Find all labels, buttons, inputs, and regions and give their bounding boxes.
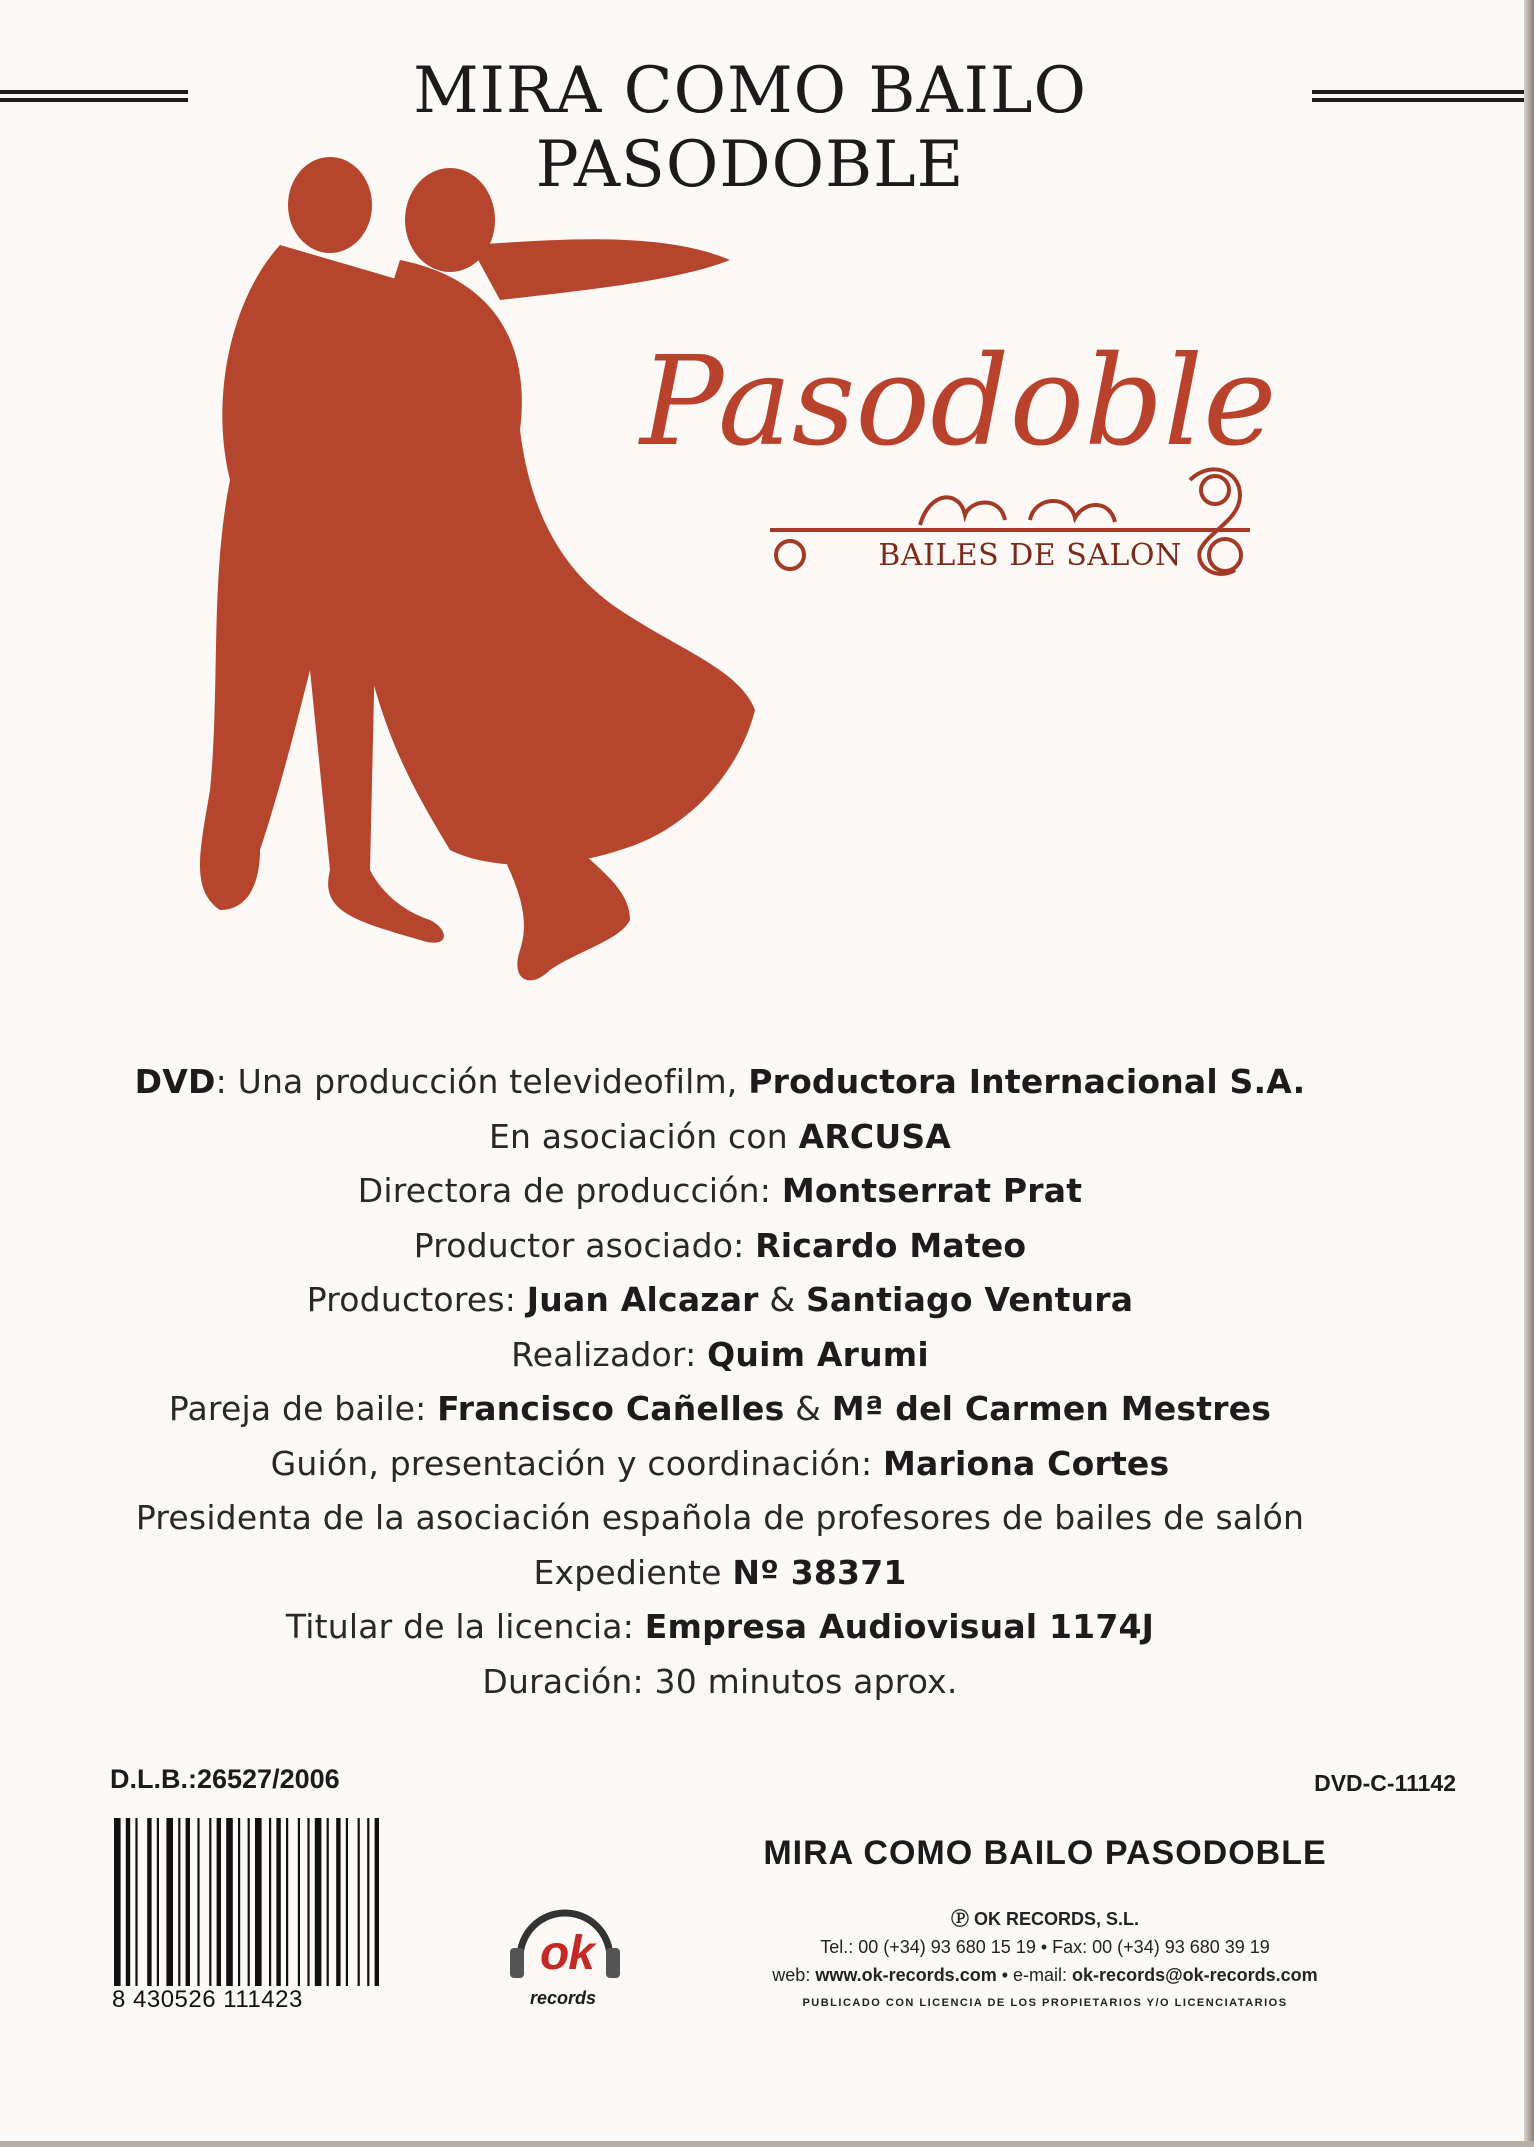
cover-bottom-edge <box>0 2141 1534 2147</box>
cover-edge <box>1524 0 1534 2147</box>
credit-label: Duración: 30 minutos aprox. <box>482 1661 958 1701</box>
email-prefix: • e-mail: <box>996 1965 1073 1985</box>
barcode-icon <box>112 1818 386 1998</box>
ornament-flourish-icon <box>770 460 1250 600</box>
credit-line <box>120 1164 1320 1219</box>
title-rule-left <box>0 90 188 102</box>
license-notice: PUBLICADO CON LICENCIA DE LOS PROPIETARIOS Y/O LICENCIATARIOS <box>802 1997 1288 2009</box>
credit-value: Ricardo Mateo <box>755 1225 1027 1265</box>
company-web-line <box>730 1961 1360 1989</box>
dancing-couple-silhouette <box>200 150 780 1030</box>
credit-line <box>120 1328 1320 1383</box>
credit-value: Mª del Carmen Mestres <box>831 1389 1272 1428</box>
credit-label: Guión, presentación y coordinación: <box>270 1443 883 1483</box>
credit-label: & <box>784 1389 832 1428</box>
credits-block <box>120 1055 1320 1709</box>
product-code: DVD-C-11142 <box>1314 1770 1456 1796</box>
credit-label: En asociación con <box>488 1116 799 1156</box>
credit-label: Productores: <box>306 1280 527 1319</box>
footer-title: MIRA COMO BAILO PASODOBLE <box>763 1834 1327 1872</box>
credit-label: Directora de producción: <box>357 1171 782 1210</box>
web-prefix: web: <box>772 1965 816 1985</box>
credit-label: Productor asociado: <box>413 1225 756 1265</box>
ok-logo-subtext: records <box>529 1988 597 2008</box>
credit-line <box>120 1437 1320 1492</box>
credit-line <box>120 1055 1320 1110</box>
credit-value: DVD <box>134 1062 216 1101</box>
ok-logo-text: ok <box>539 1927 594 1980</box>
credit-value: Santiago Ventura <box>805 1280 1134 1319</box>
bailes-de-salon-subtitle: BAILES DE SALON <box>878 538 1182 573</box>
company-info <box>730 1905 1360 2017</box>
credit-label: Expediente <box>533 1552 733 1592</box>
credit-value: Empresa Audiovisual 1174J <box>644 1607 1155 1646</box>
credit-line <box>120 1600 1320 1655</box>
credit-line <box>120 1219 1320 1274</box>
cover-title: MIRA COMO BAILO PASODOBLE <box>413 54 1087 202</box>
credit-value: Montserrat Prat <box>781 1171 1083 1210</box>
credit-line <box>120 1655 1320 1710</box>
web-link[interactable]: www.ok-records.com <box>815 1965 997 1985</box>
credit-label: Realizador: <box>511 1334 708 1374</box>
credit-line <box>120 1110 1320 1165</box>
credit-line <box>120 1273 1320 1328</box>
credit-value: Nº 38371 <box>732 1552 907 1592</box>
credit-value: Productora Internacional S.A. <box>748 1062 1306 1101</box>
credit-value: Quim Arumi <box>707 1334 929 1374</box>
credit-value: Mariona Cortes <box>882 1443 1170 1483</box>
credit-label: Presidenta de la asociación española de profesores de bailes de salón <box>135 1498 1305 1537</box>
pasodoble-script-logo: Pasodoble <box>640 330 1277 474</box>
credit-value: Francisco Cañelles <box>437 1389 785 1428</box>
barcode-digits: 8 430526 111423 <box>112 1986 303 2013</box>
credit-label: : Una producción televideofilm, <box>215 1062 749 1101</box>
credit-value: ARCUSA <box>798 1116 952 1156</box>
credit-label: & <box>758 1280 806 1319</box>
credit-label: Pareja de baile: <box>168 1389 438 1428</box>
credit-line <box>120 1491 1320 1546</box>
title-rule-right <box>1312 90 1524 102</box>
credit-label: Titular de la licencia: <box>285 1607 645 1646</box>
company-contact: Tel.: 00 (+34) 93 680 15 19 • Fax: 00 (+34) 93 680 39 19 <box>820 1937 1270 1957</box>
credit-line <box>120 1382 1320 1437</box>
company-name: Ⓟ OK RECORDS, S.L. <box>950 1909 1139 1929</box>
credit-line <box>120 1546 1320 1601</box>
legal-deposit: D.L.B.:26527/2006 <box>110 1764 340 1794</box>
credit-value: Juan Alcazar <box>526 1280 759 1319</box>
email-link[interactable]: ok-records@ok-records.com <box>1072 1965 1318 1985</box>
